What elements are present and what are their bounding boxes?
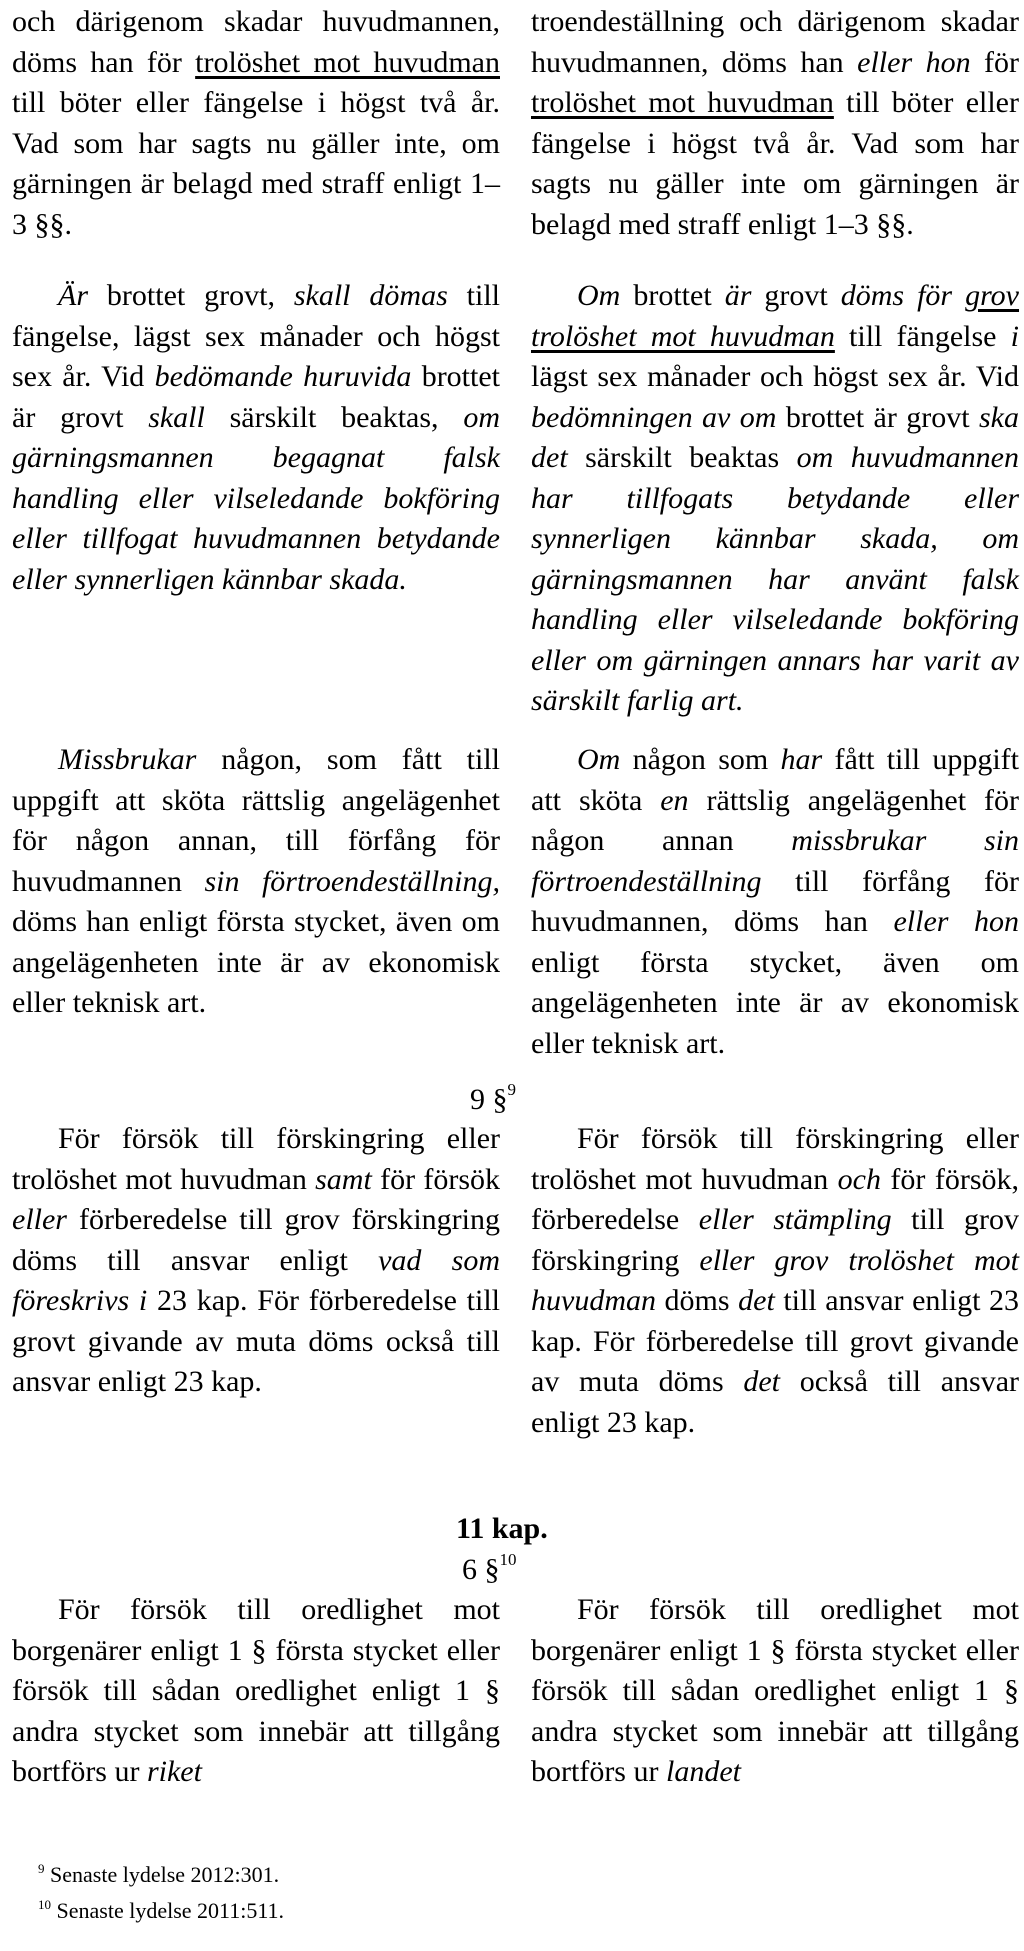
italic-text: Om — [577, 279, 621, 312]
italic-text: en — [660, 783, 689, 817]
left-paragraph-5 — [12, 1590, 500, 1793]
footnote-number: 10 — [38, 1897, 51, 1912]
text-span: döms han enligt första stycket, även om angelägenheten inte är av ekonomisk eller teknisk art. — [12, 905, 500, 1019]
italic-text: eller stämpling — [698, 1203, 892, 1236]
text-span: för — [970, 45, 1020, 79]
italic-text: Om — [577, 743, 621, 776]
italic-text: döms för — [840, 279, 953, 312]
italic-text: det — [743, 1365, 781, 1398]
right-paragraph-5 — [531, 1590, 1019, 1793]
italic-text: Missbrukar — [58, 743, 197, 776]
italic-text: i — [1010, 319, 1019, 353]
text-span: till grov förskingring — [531, 1203, 1019, 1277]
italic-text: eller grov trolöshet mot huvudman — [531, 1243, 1019, 1317]
italic-text: Är — [58, 279, 88, 312]
right-paragraph-2 — [531, 276, 1019, 722]
text-span: brottet är grovt — [776, 400, 979, 434]
italic-text: har — [780, 743, 823, 776]
italic-text: bedömningen av om — [531, 400, 777, 434]
text-span: särskilt beaktas, — [204, 400, 464, 434]
italic-text: missbrukar sin förtroendeställning — [531, 824, 1019, 898]
text-span: också till ansvar enligt 23 kap. — [531, 1365, 1019, 1439]
left-paragraph-4 — [12, 1119, 500, 1403]
text-span: troendeställning och därigenom skadar huvudmannen, döms han — [531, 5, 1019, 79]
italic-text: skall — [148, 400, 205, 434]
italic-text: samt — [315, 1162, 372, 1196]
italic-text: riket — [146, 1755, 202, 1788]
italic-text: bedömande huruvida — [154, 360, 412, 393]
text-span: till fängelse — [834, 319, 1011, 353]
italic-text: det — [738, 1284, 775, 1317]
left-paragraph-3 — [12, 740, 500, 1024]
left-paragraph-1 — [12, 2, 500, 245]
text-span: fått till uppgift att sköta — [531, 743, 1019, 817]
italic-text: vad som föreskrivs i — [12, 1243, 501, 1317]
chapter-11-heading: 11 kap. — [456, 1512, 548, 1545]
text-span: till fängelse, lägst sex månader och högst sex år. Vid — [12, 279, 501, 393]
text-span: rättslig angelägenhet för någon annan — [531, 783, 1019, 857]
italic-text: sin förtroendeställning, — [204, 864, 500, 898]
italic-text: eller hon — [857, 45, 971, 79]
italic-text: eller — [12, 1203, 67, 1236]
footnote-ref: 10 — [499, 1550, 517, 1569]
italic-text: landet — [665, 1755, 741, 1788]
text-span: döms — [655, 1284, 739, 1317]
footnote-ref: 9 — [507, 1080, 516, 1099]
text-span: till böter eller fängelse i högst två år. Vad som har sagts nu gäller inte, om gärningen är belagd med straff enligt 1–3 §§. — [12, 86, 500, 241]
text-span: någon, som fått till uppgift att sköta rättslig angelägenhet för någon annan, till förfång för huvudmannen — [12, 743, 500, 898]
text-span: För försök till förskingring eller trolöshet mot huvudman — [12, 1122, 500, 1196]
text-span: och därigenom skadar huvudmannen, döms han för — [12, 5, 500, 79]
italic-text: är — [724, 279, 752, 312]
footnote-10 — [38, 1893, 284, 1929]
right-paragraph-1 — [531, 2, 1019, 245]
footnote-9 — [38, 1857, 284, 1893]
footnotes — [38, 1857, 284, 1929]
italic-text: om gärningsmannen begagnat falsk handling eller vilseledande bokföring eller tillfogat huvudmannen betydande eller synnerligen kännbar skada. — [12, 400, 500, 596]
text-span: För försök till förskingring eller trolöshet mot huvudman — [531, 1122, 1019, 1196]
text-span: enligt första stycket, även om angelägenheten inte är av ekonomisk eller teknisk art. — [531, 945, 1019, 1060]
italic-text: om huvudmannen har tillfogats betydande eller synnerligen kännbar skada, om gärningsmannen har använt falsk handling eller vilseledande bokföring eller om gärningen annars har varit av särskilt farlig art. — [531, 441, 1019, 717]
text-span: förberedelse till grov förskingring döms till ansvar enligt — [12, 1203, 500, 1277]
section-number: 9 § — [470, 1083, 508, 1116]
underlined-italic-text: grov trolöshet mot huvudman — [531, 279, 1020, 353]
text-span: 23 kap. För förberedelse till grovt givande av muta döms också till ansvar enligt 23 kap. — [12, 1284, 500, 1398]
section-number: 6 § — [462, 1553, 500, 1586]
section-9-heading — [470, 1082, 516, 1118]
text-span: till förfång för huvudmannen, döms han — [531, 864, 1019, 938]
section-6-heading — [462, 1552, 517, 1588]
italic-text: skall dömas — [293, 279, 448, 312]
right-paragraph-3 — [531, 740, 1019, 1064]
text-span: till ansvar enligt 23 kap. För förberedelse till grovt givande av muta döms — [531, 1284, 1019, 1398]
text-span: till böter eller fängelse i högst två år. Vad som har sagts nu gäller inte om gärningen är belagd med straff enligt 1–3 §§. — [531, 86, 1019, 241]
footnote-text: Senaste lydelse 2011:511. — [56, 1898, 284, 1923]
text-span: brottet grovt, — [88, 279, 294, 312]
italic-text: och — [837, 1162, 881, 1196]
text-span: För försök till oredlighet mot borgenärer enligt 1 § första stycket eller försök till sådan oredlighet enligt 1 § andra stycket som innebär att tillgång bortförs ur — [531, 1593, 1019, 1788]
underlined-text: trolöshet mot huvudman — [531, 86, 834, 119]
text-span: grovt — [751, 279, 841, 312]
italic-text: eller hon — [893, 905, 1019, 938]
italic-text: ska det — [531, 400, 1019, 474]
left-paragraph-2 — [12, 276, 500, 600]
text-span: för försök, förberedelse — [531, 1162, 1019, 1236]
text-span: någon som — [620, 743, 781, 776]
footnote-number: 9 — [38, 1861, 45, 1876]
underlined-text: trolöshet mot huvudman — [195, 45, 500, 79]
text-span: särskilt beaktas — [567, 441, 797, 474]
text-span: brottet är grovt — [12, 360, 501, 434]
footnote-text: Senaste lydelse 2012:301. — [50, 1862, 280, 1887]
right-paragraph-4 — [531, 1119, 1019, 1443]
text-span: för försök — [371, 1162, 500, 1196]
text-span: För försök till oredlighet mot borgenärer enligt 1 § första stycket eller försök till sådan oredlighet enligt 1 § andra stycket som innebär att tillgång bortförs ur — [12, 1593, 500, 1788]
text-span: lägst sex månader och högst sex år. Vid — [531, 360, 1019, 393]
text-span: brottet — [620, 279, 725, 312]
